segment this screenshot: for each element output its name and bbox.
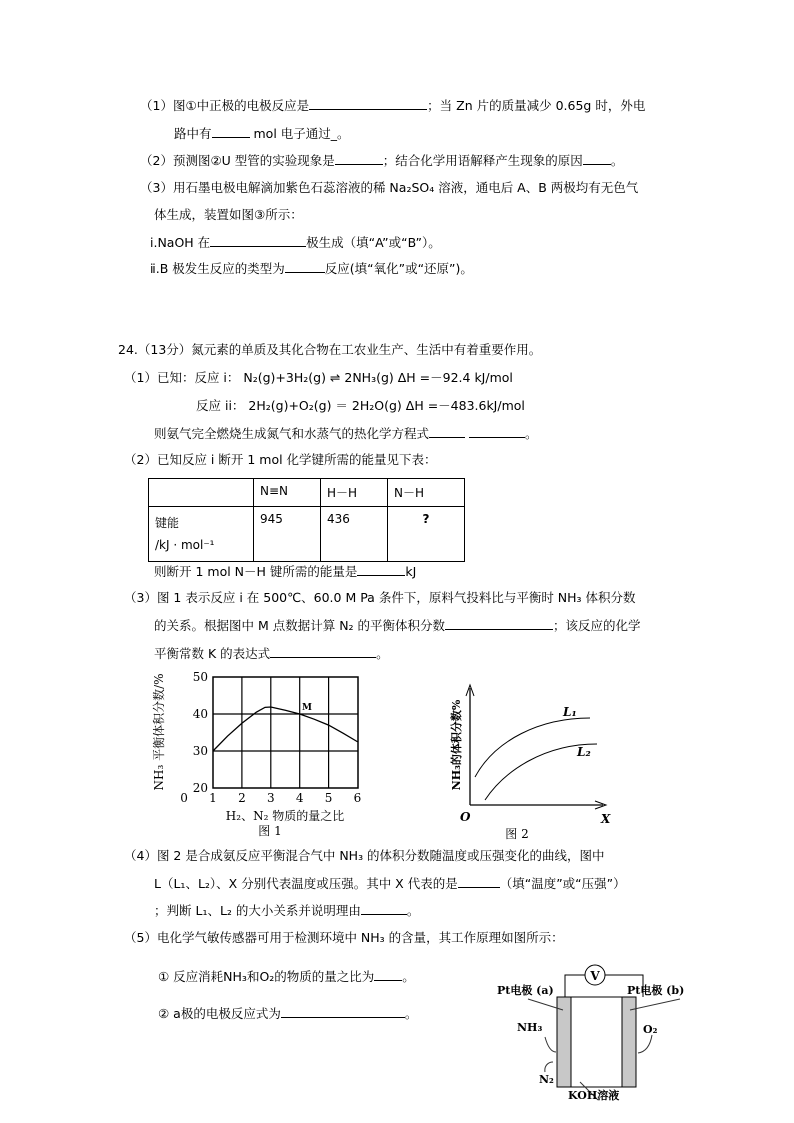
answer-blank: [458, 875, 500, 888]
text: ；结合化学用语解释产生现象的原因: [382, 153, 583, 168]
electrode-b: [622, 997, 636, 1087]
text: 。: [402, 969, 415, 984]
text: 的关系。根据图中 M 点数据计算 N₂ 的平衡体积分数: [154, 618, 446, 633]
q24-part5: （5）电化学气敏传感器可用于检测环境中 NH₃ 的含量，其工作原理如图所示：: [124, 930, 564, 945]
x-tick-label: 4: [295, 791, 304, 805]
text: 。: [610, 153, 624, 168]
y-tick-label: 20: [192, 781, 208, 795]
q24-title: 24.（13分）氮元素的单质及其化合物在工农业生产、生活中有着重要作用。: [118, 342, 542, 357]
text: （2）预测图②U 型管的实验现象是: [140, 153, 335, 168]
y-tick-label: 40: [192, 707, 208, 721]
reaction-i: （1）已知：反应 i： N₂(g)+3H₂(g) ⇌ 2NH₃(g) ΔH =－92.4 kJ/mol: [124, 370, 513, 385]
text: 平衡常数 K 的表达式: [154, 646, 271, 661]
table-cell: H－H: [321, 479, 388, 507]
answer-blank: [281, 1005, 405, 1018]
x-tick-label: 2: [238, 791, 246, 805]
text: mol 电子通过_。: [249, 126, 350, 141]
figure-caption: 图 2: [505, 827, 529, 841]
o2-label: O₂: [643, 1023, 658, 1036]
q24-part4-line1: （4）图 2 是合成氨反应平衡混合气中 NH₃ 的体积分数随温度或压强变化的曲线，图中: [124, 848, 605, 863]
x-tick-label: 5: [324, 791, 333, 805]
table-cell: N－H: [388, 479, 465, 507]
text: 。: [404, 1006, 418, 1021]
q23-part3-line1: （3）用石墨电极电解滴加紫色石蕊溶液的稀 Na₂SO₄ 溶液，通电后 A、B 两极均有无色气: [140, 180, 639, 195]
text: 键能: [155, 516, 180, 530]
text: L（L₁、L₂）、X 分别代表温度或压强。其中 X 代表的是: [154, 876, 458, 891]
text: ① 反应消耗NH₃和O₂的物质的量之比为: [158, 969, 375, 984]
text: ② a极的电极反应式为: [158, 1006, 281, 1021]
electrode-a-label: Pt电极 (a): [497, 984, 554, 997]
text: /kJ · mol⁻¹: [155, 538, 215, 552]
figure-3-sensor-diagram: [497, 965, 684, 1102]
electrode-b-label: Pt电极 (b): [627, 984, 685, 997]
q24-part4-line3: [154, 902, 419, 919]
curve-l1: [475, 718, 590, 777]
text: 则断开 1 mol N－H 键所需的能量是: [154, 564, 358, 579]
table-cell: 945: [254, 507, 321, 562]
x-tick-label: 6: [353, 791, 362, 805]
text: 极生成（填“A”或“B”）。: [306, 235, 441, 250]
q24-part5-sub2: [158, 1005, 417, 1022]
text: （1）图①中正极的电极反应是: [140, 98, 310, 113]
electrolyte-cell: [571, 997, 622, 1087]
nh3-label: NH₃: [517, 1021, 543, 1034]
koh-label: KOH溶液: [568, 1089, 620, 1102]
x-axis-label: X: [601, 812, 611, 826]
curve-label-l1: L₁: [563, 705, 577, 719]
text: kJ: [405, 564, 417, 579]
table-cell: ?: [388, 507, 465, 562]
text: 。: [406, 903, 420, 918]
figure-caption: 图 1: [258, 824, 282, 838]
text: （填“温度”或“压强”）: [499, 876, 626, 891]
text: 则氨气完全燃烧生成氮气和水蒸气的热化学方程式: [154, 426, 430, 441]
q24-part3-line1: （3）图 1 表示反应 i 在 500℃、60.0 M Pa 条件下，原料气投料比与平衡时 NH₃ 体积分数: [124, 590, 636, 605]
figure-1-chart: [151, 670, 361, 838]
text: ⅰ.NaOH 在: [150, 235, 211, 250]
q24-part5-sub1: [158, 968, 415, 985]
q24-part4-line2: [154, 875, 626, 892]
x-tick-label: 1: [209, 791, 217, 805]
answer-blank: [361, 902, 407, 915]
x-tick-label: 3: [266, 791, 275, 805]
y-axis-label: NH₃的体积分数%: [450, 699, 463, 791]
point-label-m: M: [302, 703, 312, 713]
x-axis-label: H₂、N₂ 物质的量之比: [225, 809, 345, 823]
q24-part2: （2）已知反应 i 断开 1 mol 化学键所需的能量见下表：: [124, 452, 437, 467]
n2-label: N₂: [539, 1073, 554, 1086]
text: 。: [525, 426, 538, 441]
x-tick-label: 0: [180, 791, 188, 805]
q23-part3-line2: 体生成，装置如图③所示：: [154, 207, 303, 222]
origin-label: O: [460, 810, 471, 824]
reaction-ii: 反应 ii： 2H₂(g)+O₂(g) ＝ 2H₂O(g) ΔH =－483.6kJ/mol: [196, 398, 525, 413]
table-cell: N≡N: [254, 479, 321, 507]
curve-label-l2: L₂: [577, 745, 591, 759]
answer-blank: [374, 968, 402, 981]
electrode-a: [557, 997, 571, 1087]
y-axis-label: NH₃ 平衡体积分数/%: [152, 673, 166, 791]
text: 。: [376, 646, 389, 661]
plot-frame: [213, 677, 358, 788]
y-tick-label: 50: [192, 670, 208, 684]
y-tick-label: 30: [192, 744, 208, 758]
table-cell: 436: [321, 507, 388, 562]
text: 路中有: [174, 126, 212, 141]
voltmeter-label: V: [590, 969, 600, 983]
text: 反应(填“氧化”或“还原”)。: [324, 261, 473, 276]
text: ⅱ.B 极发生反应的类型为: [150, 261, 285, 276]
text: ；该反应的化学: [553, 618, 641, 633]
text: ；当 Zn 片的质量减少 0.65g 时，外电: [427, 98, 646, 113]
text: ；判断 L₁、L₂ 的大小关系并说明理由: [154, 903, 361, 918]
